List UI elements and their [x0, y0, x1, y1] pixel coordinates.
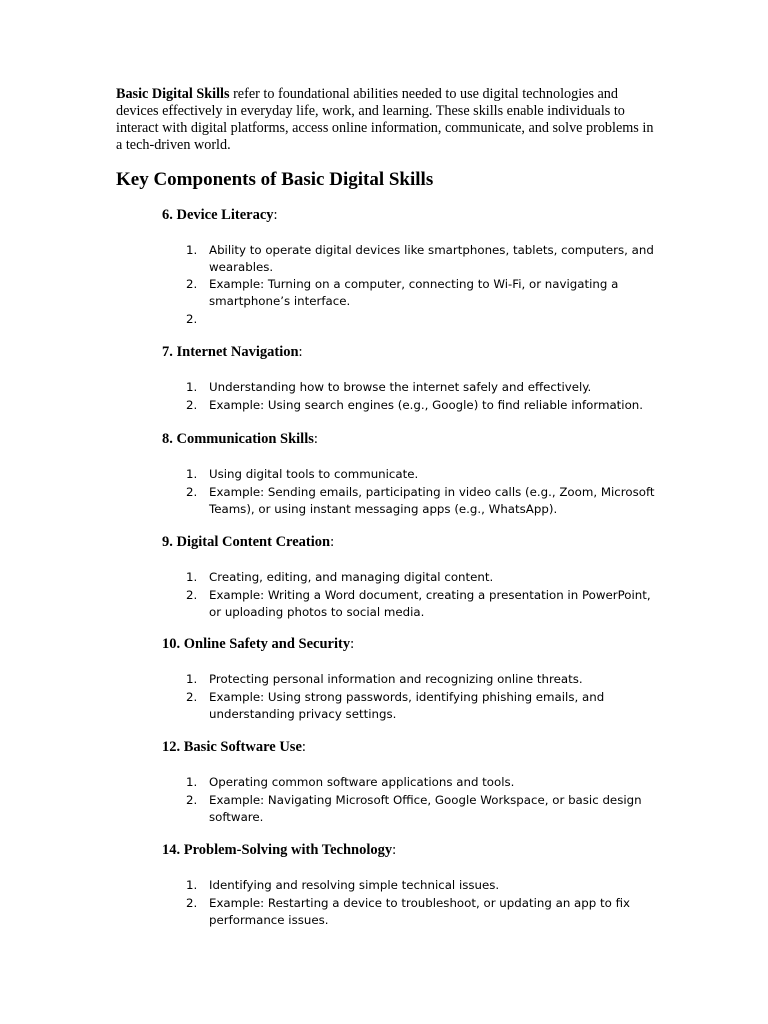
list-number: 1.: [186, 878, 198, 892]
section-colon: :: [313, 431, 318, 447]
list-number: 2.: [186, 398, 198, 412]
section-title: [162, 636, 354, 653]
list-number: 1.: [186, 467, 198, 481]
list-item: [186, 379, 656, 396]
list-item: [186, 397, 656, 414]
list-number: 2.: [186, 312, 198, 326]
list-text: Ability to operate digital devices like smartphones, tablets, computers, and wearables.: [209, 243, 654, 274]
section-title: [162, 344, 303, 361]
page-heading: Key Components of Basic Digital Skills: [116, 169, 434, 190]
list-item: [186, 242, 656, 276]
list-number: 1.: [186, 570, 198, 584]
list-number: 2.: [186, 896, 198, 910]
section-title-text: 14. Problem-Solving with Technology: [162, 842, 393, 858]
list-item: [186, 792, 656, 826]
list-item: [186, 671, 656, 688]
section-colon: :: [301, 739, 306, 755]
list-item: [186, 569, 656, 586]
section-title-text: 6. Device Literacy: [162, 207, 274, 223]
section-title-text: 9. Digital Content Creation: [162, 534, 331, 550]
list-item: [186, 895, 656, 929]
list-number: 2.: [186, 793, 198, 807]
section-colon: :: [350, 636, 355, 652]
section-title-text: 8. Communication Skills: [162, 431, 314, 447]
list-text: Example: Sending emails, participating in video calls (e.g., Zoom, Microsoft Teams), or using instant messaging apps (e.g., WhatsApp).: [209, 485, 655, 516]
list-number: 1.: [186, 243, 198, 257]
list-item: [186, 774, 656, 791]
list-number: 2.: [186, 588, 198, 602]
section-colon: :: [330, 534, 335, 550]
list-number: 1.: [186, 380, 198, 394]
list-item: [186, 484, 656, 518]
section-title-text: 10. Online Safety and Security: [162, 636, 351, 652]
list-text: Example: Navigating Microsoft Office, Google Workspace, or basic design software.: [209, 793, 642, 824]
section-title: [162, 534, 334, 551]
section-title-text: 12. Basic Software Use: [162, 739, 302, 755]
list-number: 2.: [186, 485, 198, 499]
list-number: 2.: [186, 690, 198, 704]
list-text: Creating, editing, and managing digital content.: [209, 570, 494, 584]
list-text: Using digital tools to communicate.: [209, 467, 419, 481]
intro-paragraph: [116, 86, 661, 154]
list-text: Understanding how to browse the internet safely and effectively.: [209, 380, 592, 394]
intro-bold-term: Basic Digital Skills: [116, 86, 230, 102]
section-title: [162, 431, 318, 448]
list-item: [186, 587, 656, 621]
list-text: Protecting personal information and recognizing online threats.: [209, 672, 583, 686]
section-title-text: 7. Internet Navigation: [162, 344, 299, 360]
list-item: [186, 689, 656, 723]
list-number: 1.: [186, 672, 198, 686]
list-text: Example: Turning on a computer, connecting to Wi-Fi, or navigating a smartphone’s interface.: [209, 277, 619, 308]
list-text: Example: Using search engines (e.g., Google) to find reliable information.: [209, 398, 644, 412]
section-colon: :: [298, 344, 303, 360]
list-text: Operating common software applications and tools.: [209, 775, 515, 789]
list-number: 1.: [186, 775, 198, 789]
list-item: [186, 877, 656, 894]
list-item: [186, 276, 656, 310]
list-text: Example: Writing a Word document, creating a presentation in PowerPoint, or uploading photos to social media.: [209, 588, 651, 619]
intro-text: refer to foundational abilities needed to use digital technologies and devices effectively in everyday life, work, and learning. These skills enable individuals to interact with digital platforms, access online information, communicate, and solve problems in a tech-driven world.: [116, 86, 654, 153]
list-text: Example: Restarting a device to troubleshoot, or updating an app to fix performance issues.: [209, 896, 631, 927]
section-colon: :: [392, 842, 397, 858]
list-text: Example: Using strong passwords, identifying phishing emails, and understanding privacy settings.: [209, 690, 605, 721]
section-title: [162, 842, 396, 859]
section-colon: :: [273, 207, 278, 223]
list-item: [186, 466, 656, 483]
list-text: Identifying and resolving simple technical issues.: [209, 878, 500, 892]
section-title: [162, 207, 278, 224]
list-number: 2.: [186, 277, 198, 291]
section-title: [162, 739, 306, 756]
